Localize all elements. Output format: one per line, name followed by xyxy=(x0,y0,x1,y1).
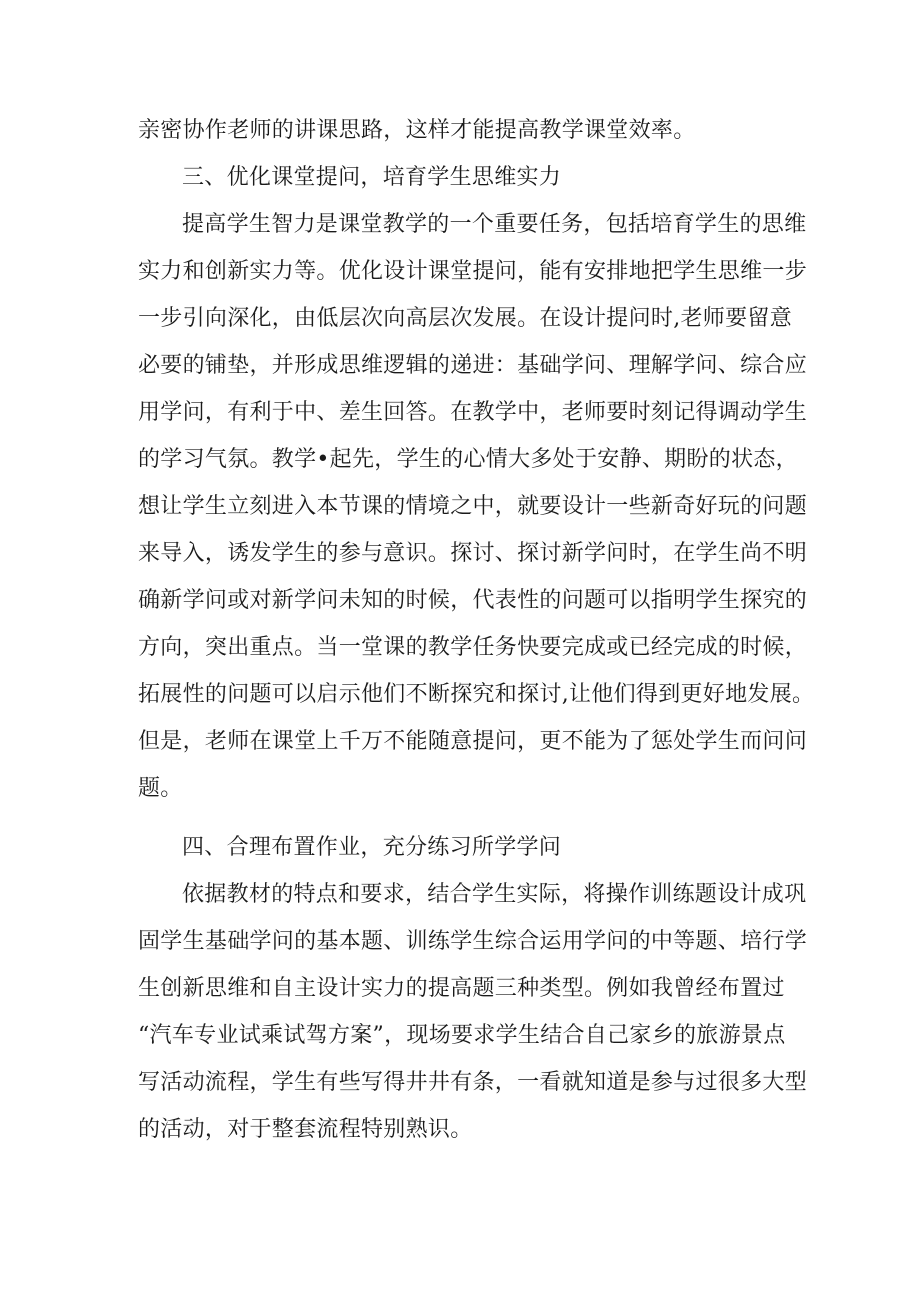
paragraph-line: 但是，老师在课堂上千万不能随意提问，更不能为了惩处学生而问问 xyxy=(138,729,808,754)
intro-line-1: 亲密协作老师的讲课思路，这样才能提高教学课堂效率。 xyxy=(138,118,696,143)
section-gap xyxy=(138,812,790,824)
paragraph-line: 写活动流程，学生有些写得井井有条，一看就知道是参与过很多大型 xyxy=(138,1070,808,1095)
paragraph-line: 来导入，诱发学生的参与意识。探讨、探讨新学问时，在学生尚不明 xyxy=(138,541,808,566)
paragraph-line: “汽车专业试乘试驾方案”，现场要求学生结合自己家乡的旅游景点 xyxy=(138,1023,786,1048)
paragraph-line: 固学生基础学问的基本题、训练学生综合运用学问的中等题、培行学 xyxy=(138,929,808,954)
paragraph-line: 依据教材的特点和要求，结合学生实际，将操作训练题设计成巩 xyxy=(182,882,807,907)
paragraph-line: 题。 xyxy=(138,776,183,801)
paragraph-line: 的学习气氛。教学•起先，学生的心情大多处于安静、期盼的状态， xyxy=(138,447,798,472)
paragraph-line: 拓展性的问题可以启示他们不断探究和探讨,让他们得到更好地发展。 xyxy=(138,682,815,707)
paragraph-line: 想让学生立刻进入本节课的情境之中，就要设计一些新奇好玩的问题 xyxy=(138,494,808,519)
document-body xyxy=(138,107,815,1153)
paragraph-line: 的活动，对于整套流程特别熟识。 xyxy=(138,1117,473,1142)
paragraph-line: 必要的铺垫，并形成思维逻辑的递进：基础学问、理解学问、综合应 xyxy=(138,353,808,378)
section-4-paragraph xyxy=(138,871,808,1153)
paragraph-line: 确新学问或对新学问未知的时候，代表性的问题可以指明学生探究的 xyxy=(138,588,808,613)
paragraph-line: 生创新思维和自主设计实力的提高题三种类型。例如我曾经布置过 xyxy=(138,976,785,1001)
paragraph-line: 实力和创新实力等。优化设计课堂提问，能有安排地把学生思维一步 xyxy=(138,259,808,284)
paragraph-line: 用学问，有利于中、差生回答。在教学中，老师要时刻记得调动学生 xyxy=(138,400,808,425)
section-4-heading: 四、合理布置作业，充分练习所学学问 xyxy=(182,835,562,860)
paragraph-line: 提高学生智力是课堂教学的一个重要任务，包括培育学生的思维 xyxy=(182,212,807,237)
section-3-paragraph xyxy=(138,201,815,812)
paragraph-line: 一步引向深化，由低层次向高层次发展。在设计提问时,老师要留意 xyxy=(138,306,792,331)
paragraph-line: 方向，突出重点。当一堂课的教学任务快要完成或已经完成的时候， xyxy=(138,635,808,660)
section-3-heading: 三、优化课堂提问，培育学生思维实力 xyxy=(182,165,562,190)
